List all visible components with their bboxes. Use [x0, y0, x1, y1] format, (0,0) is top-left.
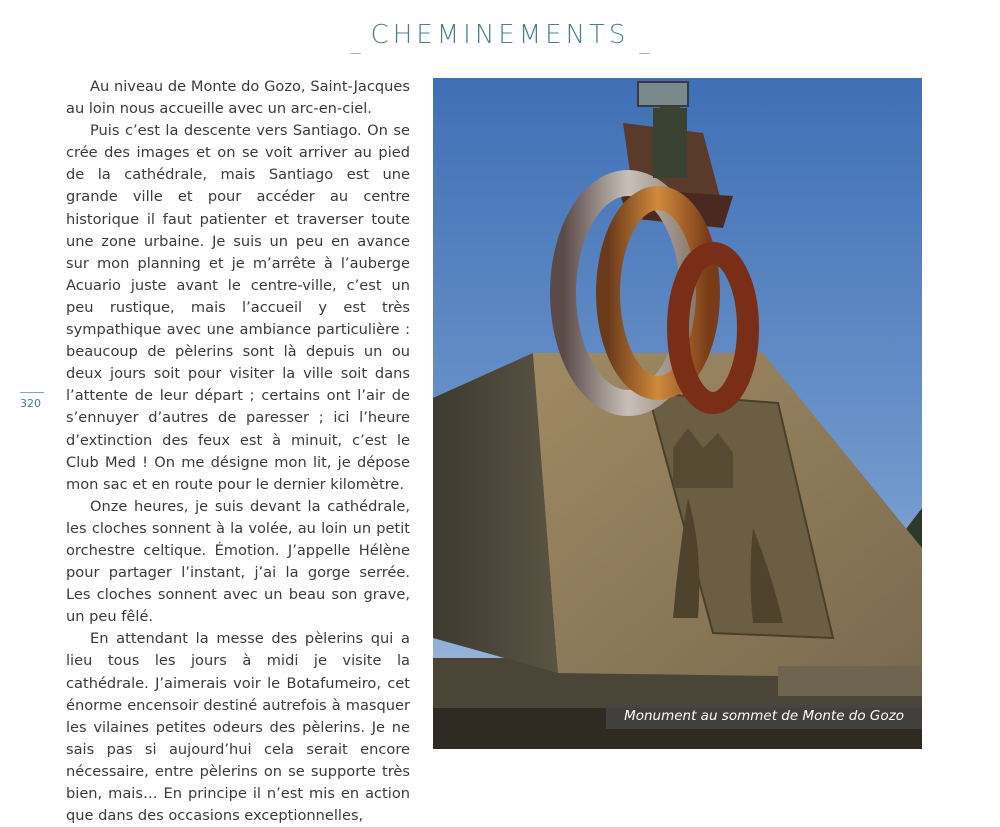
paragraph: En attendant la messe des pèlerins qui a lieu tous les jours à midi je visite la cathédrale. J’aimerais voir le Botafumeiro, cet énorme encensoir destiné autrefois à masquer les vilaines petites odeurs des pèlerins. Je ne sais pas si aujourd’hui cela serait encore nécessaire, entre pèlerins on se supporte très bien, mais… En principe il n’est mis en action que dans des occasions exceptionnelles,	[66, 630, 410, 825]
monument-photo	[433, 78, 922, 749]
page-number-text: 320	[20, 397, 41, 410]
running-header	[0, 20, 1000, 54]
page-number	[20, 392, 44, 410]
body-text	[66, 76, 410, 827]
paragraph: Au niveau de Monte do Gozo, Saint-Jacques au loin nous accueille avec un arc-en-ciel.	[66, 78, 410, 118]
header-dash-left: _	[350, 30, 361, 54]
photo-caption: Monument au sommet de Monte do Gozo	[606, 703, 922, 729]
header-title: CHEMINEMENTS	[370, 20, 630, 50]
paragraph: Onze heures, je suis devant la cathédrale, les cloches sonnent à la volée, au loin un petit orchestre celtique. Émotion. J’appelle Hélène pour partager l’instant, j’ai la gorge serrée. Les cloches sonnent avec un beau son grave, un peu fêlé.	[66, 497, 410, 626]
page-number-rule	[20, 392, 44, 393]
paragraph: Puis c’est la descente vers Santiago. On se crée des images et on se voit arriver au pied de la cathédrale, mais Santiago est une grande ville et pour accéder au centre historique il faut patienter et traverser toute une zone urbaine. Je suis un peu en avance sur mon planning et je m’arrête à l’auberge Acuario juste avant le centre-ville, c’est un peu rustique, mais l’accueil y est très sympathique avec une ambiance particulière : beaucoup de pèlerins sont là depuis un ou deux jours soit pour visiter la ville soit dans l’attente de leur départ ; certains ont l’air de s’ennuyer d’autres de paresser ; ici l’heure d’extinction des feux est à minuit, c’est le Club Med ! On me désigne mon lit, je dépose mon sac et en route pour le dernier kilomètre.	[66, 122, 410, 493]
header-dash-right: _	[639, 30, 650, 54]
monument-illustration	[433, 78, 922, 749]
